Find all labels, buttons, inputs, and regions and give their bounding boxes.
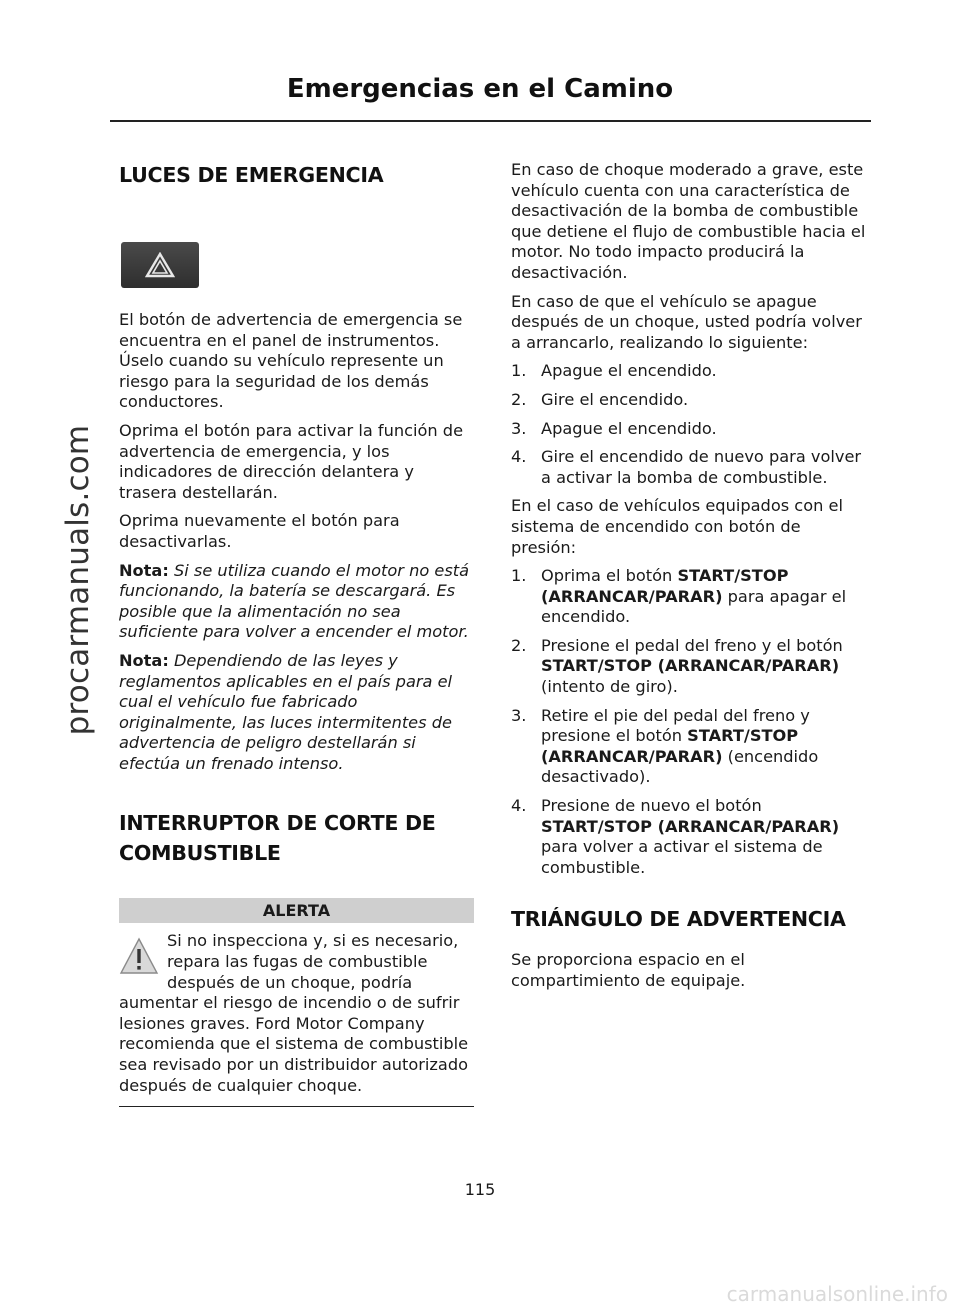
warning-triangle-heading: TRIÁNGULO DE ADVERTENCIA [511,907,846,932]
alert-title-bar: ALERTA [119,898,474,923]
header-divider [110,120,871,122]
intro-paragraph: En caso de choque moderado a grave, este vehículo cuenta con una característica de desactivación de la bomba de combustible que detiene el flujo de combustible hacia el motor. No todo impacto producirá la desactivación. [511,160,866,282]
hazard-paragraph: Oprima nuevamente el botón para desactivarlas. [119,511,400,551]
footer-watermark: carmanualsonline.info [726,1282,948,1306]
list-item: 2. Presione el pedal del freno y el botón START/STOP (ARRANCAR/PARAR) (intento de giro). [511,635,843,697]
list-item: 1. Oprima el botón START/STOP (ARRANCAR/PARAR) para apagar el encendido. [511,566,847,627]
push-button-intro: En el caso de vehículos equipados con el sistema de encendido con botón de presión: [511,496,843,557]
list-item: 1. Apague el encendido. [511,361,717,381]
alert-box [119,931,474,1107]
alert-text: Si no inspecciona y, si es necesario, repara las fugas de combustible después de un choque, podría aumentar el riesgo de incendio o de sufrir lesiones graves. Ford Motor Company recomienda que el sistema de combustible sea revisado por un distribuidor autorizado después de cualquier choque. [119,931,469,1095]
note-label: Nota: [119,560,169,580]
hazard-button-image [121,242,199,288]
hazard-paragraph: El botón de advertencia de emergencia se encuentra en el panel de instrumentos. Úselo cuando su vehículo represente un riesgo para la seguridad de los demás conductores. [119,310,463,412]
note-text: Si se utiliza cuando el motor no está funcionando, la batería se descargará. Es posible que la alimentación no sea suficiente para volver a encender el motor. [119,560,470,642]
right-column [511,160,868,1000]
page-number: 115 [464,1180,496,1199]
hazard-paragraph: Oprima el botón para activar la función de advertencia de emergencia, y los indicadores de dirección delantera y trasera destellarán. [119,420,464,502]
left-column [119,160,474,1107]
warning-triangle-icon [119,935,159,979]
side-watermark-text: procarmanuals.com [60,424,96,736]
push-button-steps-list [511,566,868,878]
alert-bottom-rule [119,1106,474,1107]
note-text: Dependiendo de las leyes y reglamentos aplicables en el país para el cual el vehículo fue fabricado originalmente, las luces intermitentes de advertencia de peligro destellarán si efectúa un frenado intenso. [119,650,453,773]
list-item: 4. Gire el encendido de nuevo para volver a activar la bomba de combustible. [511,447,862,487]
list-item: 3. Apague el encendido. [511,418,717,438]
list-item: 2. Gire el encendido. [511,389,689,409]
fuel-cutoff-heading-line2: COMBUSTIBLE [119,841,281,866]
note [119,561,474,643]
restart-steps-list [511,361,868,488]
intro-paragraph: En caso de que el vehículo se apague después de un choque, usted podría volver a arrancarlo, realizando lo siguiente: [511,291,862,352]
note-label: Nota: [119,650,169,670]
hazard-lights-heading: LUCES DE EMERGENCIA [119,163,384,187]
warning-triangle-text: Se proporciona espacio en el compartimiento de equipaje. [511,950,746,990]
hazard-triangle-icon [145,252,175,278]
page-header-title: Emergencias en el Camino [286,74,674,104]
list-item: 4. Presione de nuevo el botón START/STOP (ARRANCAR/PARAR) para volver a activar el sistema de combustible. [511,796,840,877]
list-item: 3. Retire el pie del pedal del freno y presione el botón START/STOP (ARRANCAR/PARAR) (encendido desactivado). [511,705,819,787]
note [119,651,474,775]
fuel-cutoff-heading-line1: INTERRUPTOR DE CORTE DE [119,811,436,836]
